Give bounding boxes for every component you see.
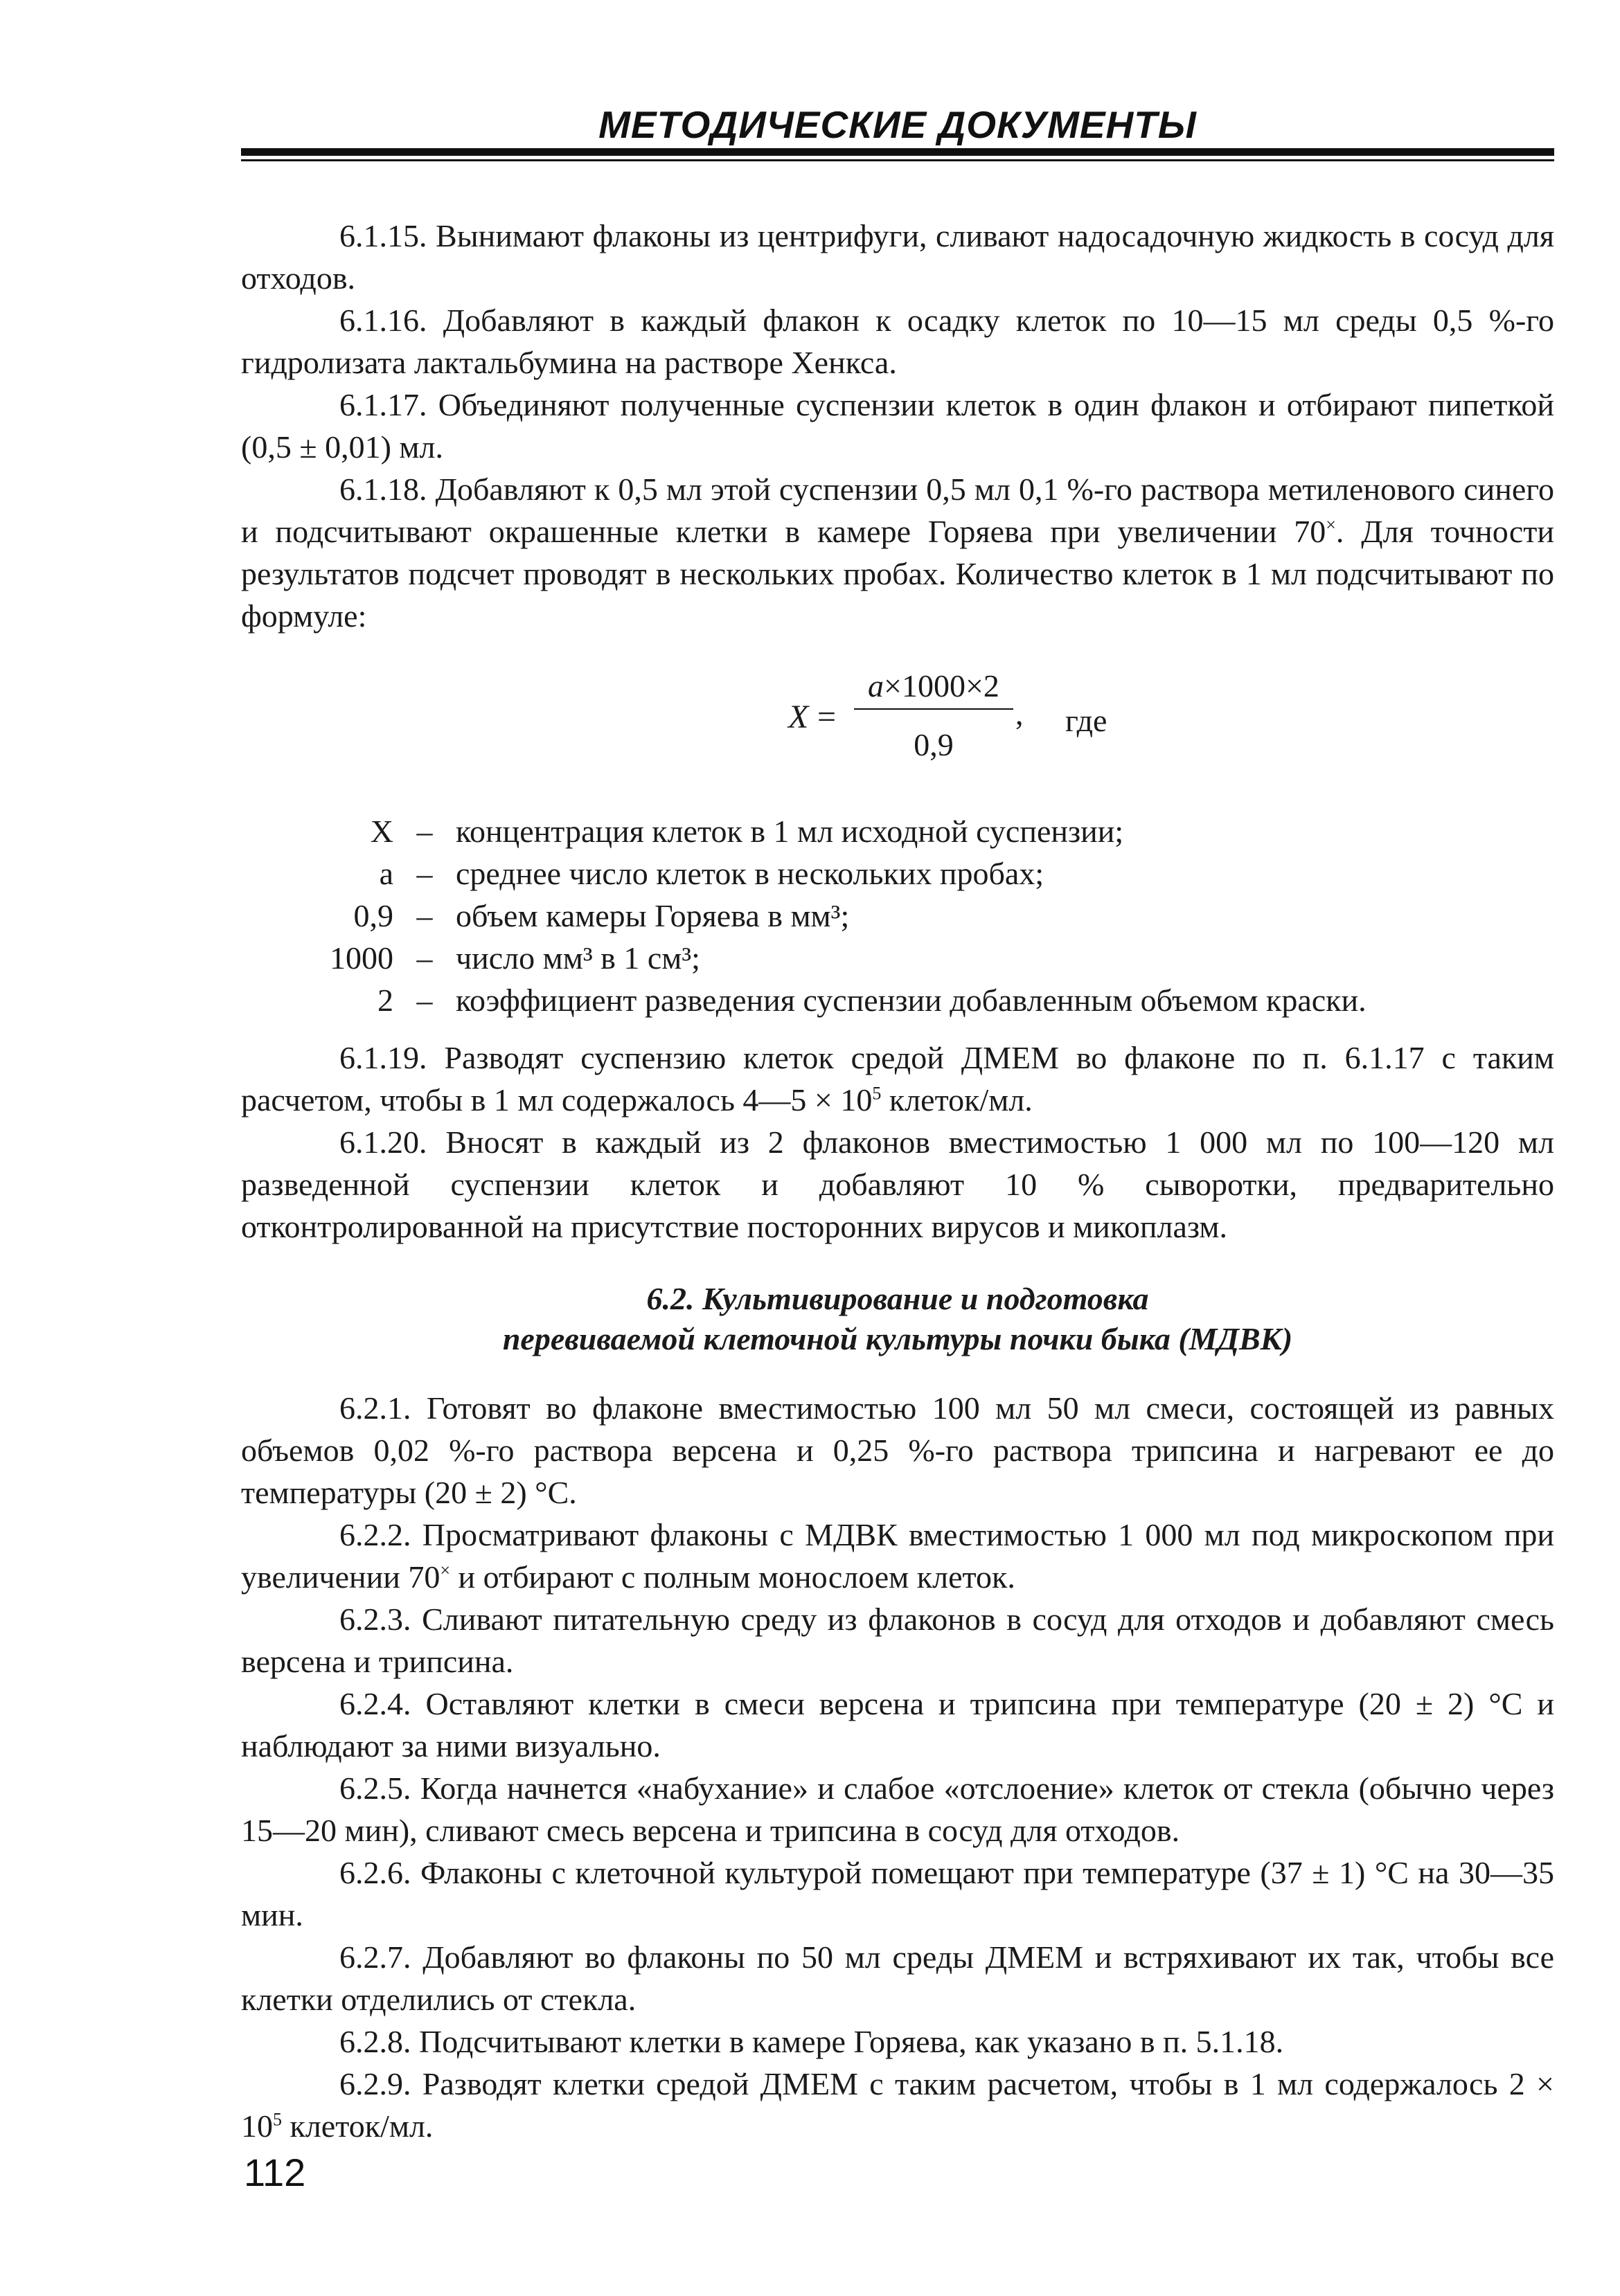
legend-row [241, 979, 1554, 1021]
legend-symbol: 1000 [330, 940, 393, 976]
legend-description: коэффициент разведения суспензии добавленным объемом краски. [456, 983, 1367, 1018]
paragraph-6-2-1: 6.2.1. Готовят во флаконе вместимостью 100 мл 50 мл смеси, состоящей из равных объемов 0,02 %-го раствора версена и 0,25 %-го раствора трипсина и нагревают ее до температуры (20 ± 2) °С. [241, 1390, 1554, 1510]
paragraph-6-2-2: 6.2.2. Просматривают флаконы с МДВК вместимостью 1 000 мл под микроскопом при увеличении 70× и отбирают с полным монослоем клеток. [241, 1517, 1554, 1595]
legend-symbol: 0,9 [353, 898, 393, 933]
legend-description: число мм³ в 1 см³; [456, 940, 700, 976]
legend-row [241, 937, 1554, 979]
paragraph-6-1-16: 6.1.16. Добавляют в каждый флакон к осадку клеток по 10—15 мл среды 0,5 %-го гидролизата лактальбумина на растворе Хенкса. [241, 303, 1554, 380]
formula-lhs: X [788, 699, 809, 735]
paragraph-6-2-5: 6.2.5. Когда начнется «набухание» и слабое «отслоение» клеток от стекла (обычно через 15—20 мин), сливают смесь версена и трипсина в сосуд для отходов. [241, 1770, 1554, 1848]
legend-symbol: X [370, 814, 393, 849]
formula-equals: = [817, 699, 837, 735]
formula-fraction-bar [854, 708, 1013, 710]
formula [241, 651, 1554, 789]
formula-comma: , [1015, 696, 1024, 731]
legend-dash: – [416, 940, 433, 976]
header-rule-thick [241, 148, 1554, 156]
paragraph-6-2-7: 6.2.7. Добавляют во флаконы по 50 мл среды ДМЕМ и встряхивают их так, чтобы все клетки отделились от стекла. [241, 1939, 1554, 2017]
paragraph-6-1-17: 6.1.17. Объединяют полученные суспензии клеток в один флакон и отбирают пипеткой (0,5 ± 0,01) мл. [241, 387, 1554, 465]
page-number: 112 [244, 2151, 306, 2194]
paragraph-6-2-4: 6.2.4. Оставляют клетки в смеси версена и трипсина при температуре (20 ± 2) °С и наблюдают за ними визуально. [241, 1686, 1554, 1764]
legend-dash: – [416, 983, 433, 1018]
section-title [241, 1279, 1554, 1359]
paragraph-6-2-3: 6.2.3. Сливают питательную среду из флаконов в сосуд для отходов и добавляют смесь версена и трипсина. [241, 1602, 1554, 1679]
legend-description: среднее число клеток в нескольких пробах; [456, 856, 1044, 891]
formula-where: где [1065, 703, 1107, 738]
paragraph-6-1-15: 6.1.15. Вынимают флаконы из центрифуги, сливают надосадочную жидкость в сосуд для отходов. [241, 218, 1554, 296]
legend-dash: – [416, 898, 433, 933]
legend-symbol: a [379, 856, 393, 891]
formula-numerator: a×1000×2 [868, 668, 999, 703]
paragraph-6-2-6: 6.2.6. Флаконы с клеточной культурой помещают при температуре (37 ± 1) °С на 30—35 мин. [241, 1855, 1554, 1932]
paragraph-6-2-9: 6.2.9. Разводят клетки средой ДМЕМ с таким расчетом, чтобы в 1 мл содержалось $2 \times 10^5$ клеток/мл. [241, 2066, 1554, 2144]
paragraph-6-1-18: 6.1.18. Добавляют к 0,5 мл этой суспензии 0,5 мл 0,1 %-го раствора метиленового синего и подсчитывают окрашенные клетки в камере Горяева при увеличении 70×. Для точности результатов подсчет проводят в нескольких пробах. Количество клеток в 1 мл подсчитывают по формуле: [241, 472, 1554, 634]
section-title-line-2: перевиваемой клеточной культуры почки быка (МДВК) [502, 1321, 1293, 1356]
paragraph-6-1-20: 6.1.20. Вносят в каждый из 2 флаконов вместимостью 1 000 мл по 100—120 мл разведенной суспензии клеток и добавляют 10 % сыворотки, предварительно отконтролированной на присутствие посторонних вирусов и микоплазм. [241, 1124, 1554, 1244]
paragraph-6-1-19: 6.1.19. Разводят суспензию клеток средой ДМЕМ во флаконе по п. 6.1.17 с таким расчетом, чтобы в 1 мл содержалось 4—5 × $10^5$ клеток/мл. [241, 1040, 1554, 1118]
section-title-line-1: 6.2. Культивирование и подготовка [646, 1281, 1149, 1316]
legend-dash: – [416, 814, 433, 849]
paragraph-6-2-8: 6.2.8. Подсчитывают клетки в камере Горяева, как указано в п. 5.1.18. [339, 2024, 1284, 2059]
formula-legend [241, 810, 1554, 1021]
header-title: МЕТОДИЧЕСКИЕ ДОКУМЕНТЫ [598, 103, 1197, 146]
legend-symbol: 2 [377, 983, 393, 1018]
legend-dash: – [416, 856, 433, 891]
legend-description: объем камеры Горяева в мм³; [456, 898, 850, 933]
formula-denominator: 0,9 [914, 727, 954, 762]
legend-row [241, 810, 1554, 852]
running-header [241, 104, 1554, 161]
body-text [241, 215, 1554, 2147]
legend-description: концентрация клеток в 1 мл исходной суспензии; [456, 814, 1124, 849]
legend-row [241, 852, 1554, 895]
header-rule-thin [241, 159, 1554, 161]
legend-row [241, 895, 1554, 937]
